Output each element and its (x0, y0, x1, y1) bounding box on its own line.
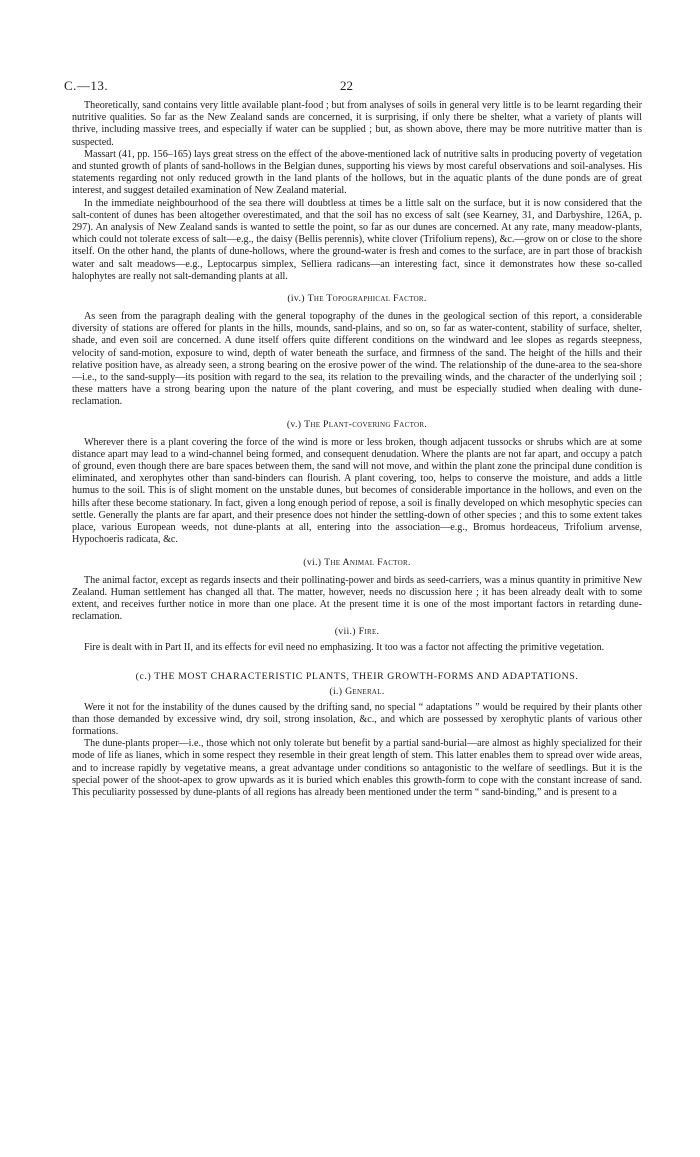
paragraph: The animal factor, except as regards insects and their pollinating-power and birds as seed-carriers, was a minus quantity in primitive New Zealand. Human settlement has changed all that. The matter, however, needs no discussion here ; it has been already dealt with to some extent, and receives further notice in more than one place. At the present time it is one of the most important factors in retarding dune-reclamation. (72, 574, 642, 623)
section-heading-animal: (vi.) The Animal Factor. (303, 556, 411, 568)
paragraph: Massart (41, pp. 156–165) lays great stress on the effect of the above-mentioned lack of nutritive salts in producing poverty of vegetation and stunted growth of plants of sand-hollows in the Belgian dunes, supporting his views by most careful observations and soil-analyses. His statements regarding not only reduced growth in the land plants of the hollows, but in the aquatic plants of the dune ponds are of great interest, and suggest detailed examination of New Zealand material. (72, 148, 642, 197)
paragraph: The dune-plants proper—i.e., those which not only tolerate but benefit by a partial sand-burial—are almost as highly specialized for their mode of life as lianes, which in some respect they resemble in their great length of stem. This latter enables them to spread over wide areas, and to increase rapidly by vegetative means, a great advantage under conditions so antagonistic to the welfare of seedlings. But it is the special power of the shoot-apex to grow upwards as it is buried which enables this growth-form to cope with the constant increase of sand. This peculiarity possessed by dune-plants of all regions has already been mentioned under the term “ sand-binding,” and is present to a (72, 738, 642, 798)
document-reference: C.—13. (64, 78, 109, 93)
page-number: 22 (340, 78, 353, 93)
section-heading-fire: (vii.) Fire. (334, 626, 380, 638)
section-heading-topographical: (iv.) The Topographical Factor. (287, 293, 427, 305)
page-header (64, 78, 642, 94)
document-body (72, 100, 642, 799)
section-heading-plant-covering: (v.) The Plant-covering Factor. (286, 418, 428, 430)
paragraph: Theoretically, sand contains very little available plant-food ; but from analyses of soils in general very little is to be learnt regarding their nutritive qualities. So far as the New Zealand sands are concerned, it is surprising, if only there be shelter, what a variety of plants will thrive, including massive trees, and especially if water can be supplied ; but, as shown above, there may be more nutritive matter than is suspected. (72, 100, 642, 148)
paragraph: As seen from the paragraph dealing with the general topography of the dunes in the geological section of this report, a considerable diversity of stations are offered for plants in the hills, mounds, sand-plains, and so on, so far as water-content, stability of surface, shelter, shade, and even soil are concerned. A dune itself offers quite different conditions on the windward and lee slopes as regards steepness, velocity of sand-motion, exposure to wind, depth of water beneath the surface, and firmness of the sand. The height of the hills and their relative position have, as already seen, a strong bearing on the erosive power of the wind. The relationship of the dune-area to the sea-shore—i.e., to the sand-supply—its position with regard to the sea, its relation to the prevailing winds, and the character of the underlying soil ; these matters have a strong bearing upon the nature of the plant covering, and must be especially studied when dealing with dune-reclamation. (72, 311, 642, 408)
subsection-heading-general: (i.) General. (329, 685, 385, 697)
section-heading-characteristic-plants: (c.) THE MOST CHARACTERISTIC PLANTS, THEIR GROWTH-FORMS AND ADAPTATIONS. (135, 670, 579, 682)
paragraph: In the immediate neighbourhood of the sea there will doubtless at times be a little salt on the surface, but it is now considered that the salt-content of dunes has been altogether overestimated, and that the soil has no excess of salt (see Kearney, 31, and Darbyshire, 126A, p. 297). An analysis of New Zealand sands is wanted to settle the point, so far as our dunes are concerned. At any rate, many meadow-plants, which could not tolerate excess of salt—e.g., the daisy (Bellis perennis), white clover (Trifolium repens), &c.—grow on or close to the shore itself. On the other hand, the plants of dune-hollows, where the ground-water is fresh and comes to the surface, are in part those of brackish water and salt meadows—e.g., Leptocarpus simplex, Selliera radicans—an interesting fact, since it demonstrates how these so-called halophytes are really not salt-demanding plants at all. (72, 197, 642, 282)
paragraph: Fire is dealt with in Part II, and its effects for evil need no emphasizing. It too was a factor not affecting the primitive vegetation. (84, 642, 605, 654)
paragraph: Were it not for the instability of the dunes caused by the drifting sand, no special “ adaptations ” would be required by their plants other than those demanded by excessive wind, dry soil, strong insolation, &c., and which are possessed by xerophytic plants of various other formations. (72, 701, 642, 737)
paragraph: Wherever there is a plant covering the force of the wind is more or less broken, though adjacent tussocks or shrubs which are at some distance apart may lead to a wind-channel being formed, and consequent denudation. Where the plants are not far apart, and occupy a patch of ground, even though there are bare spaces between them, the sand will not move, and within the plant zone the principal dune condition is eliminated, and xerophytes other than sand-binders can flourish. A plant covering, too, helps to conserve the moisture, and adds a little humus to the soil. This is of slight moment on the unstable dunes, but becomes of considerable importance in the hollows, and even on the hills after these become stationary. In fact, given a long enough period of repose, a soil is finally developed on which mesophytic species can settle. Generally the plants are far apart, and their presence does not hinder the settling-down of other species ; and this to some extent takes place, various European weeds, not dune-plants at all, entering into the association—e.g., Bromus hordeaceus, Trifolium arvense, Hypochoeris radicata, &c. (72, 436, 642, 546)
